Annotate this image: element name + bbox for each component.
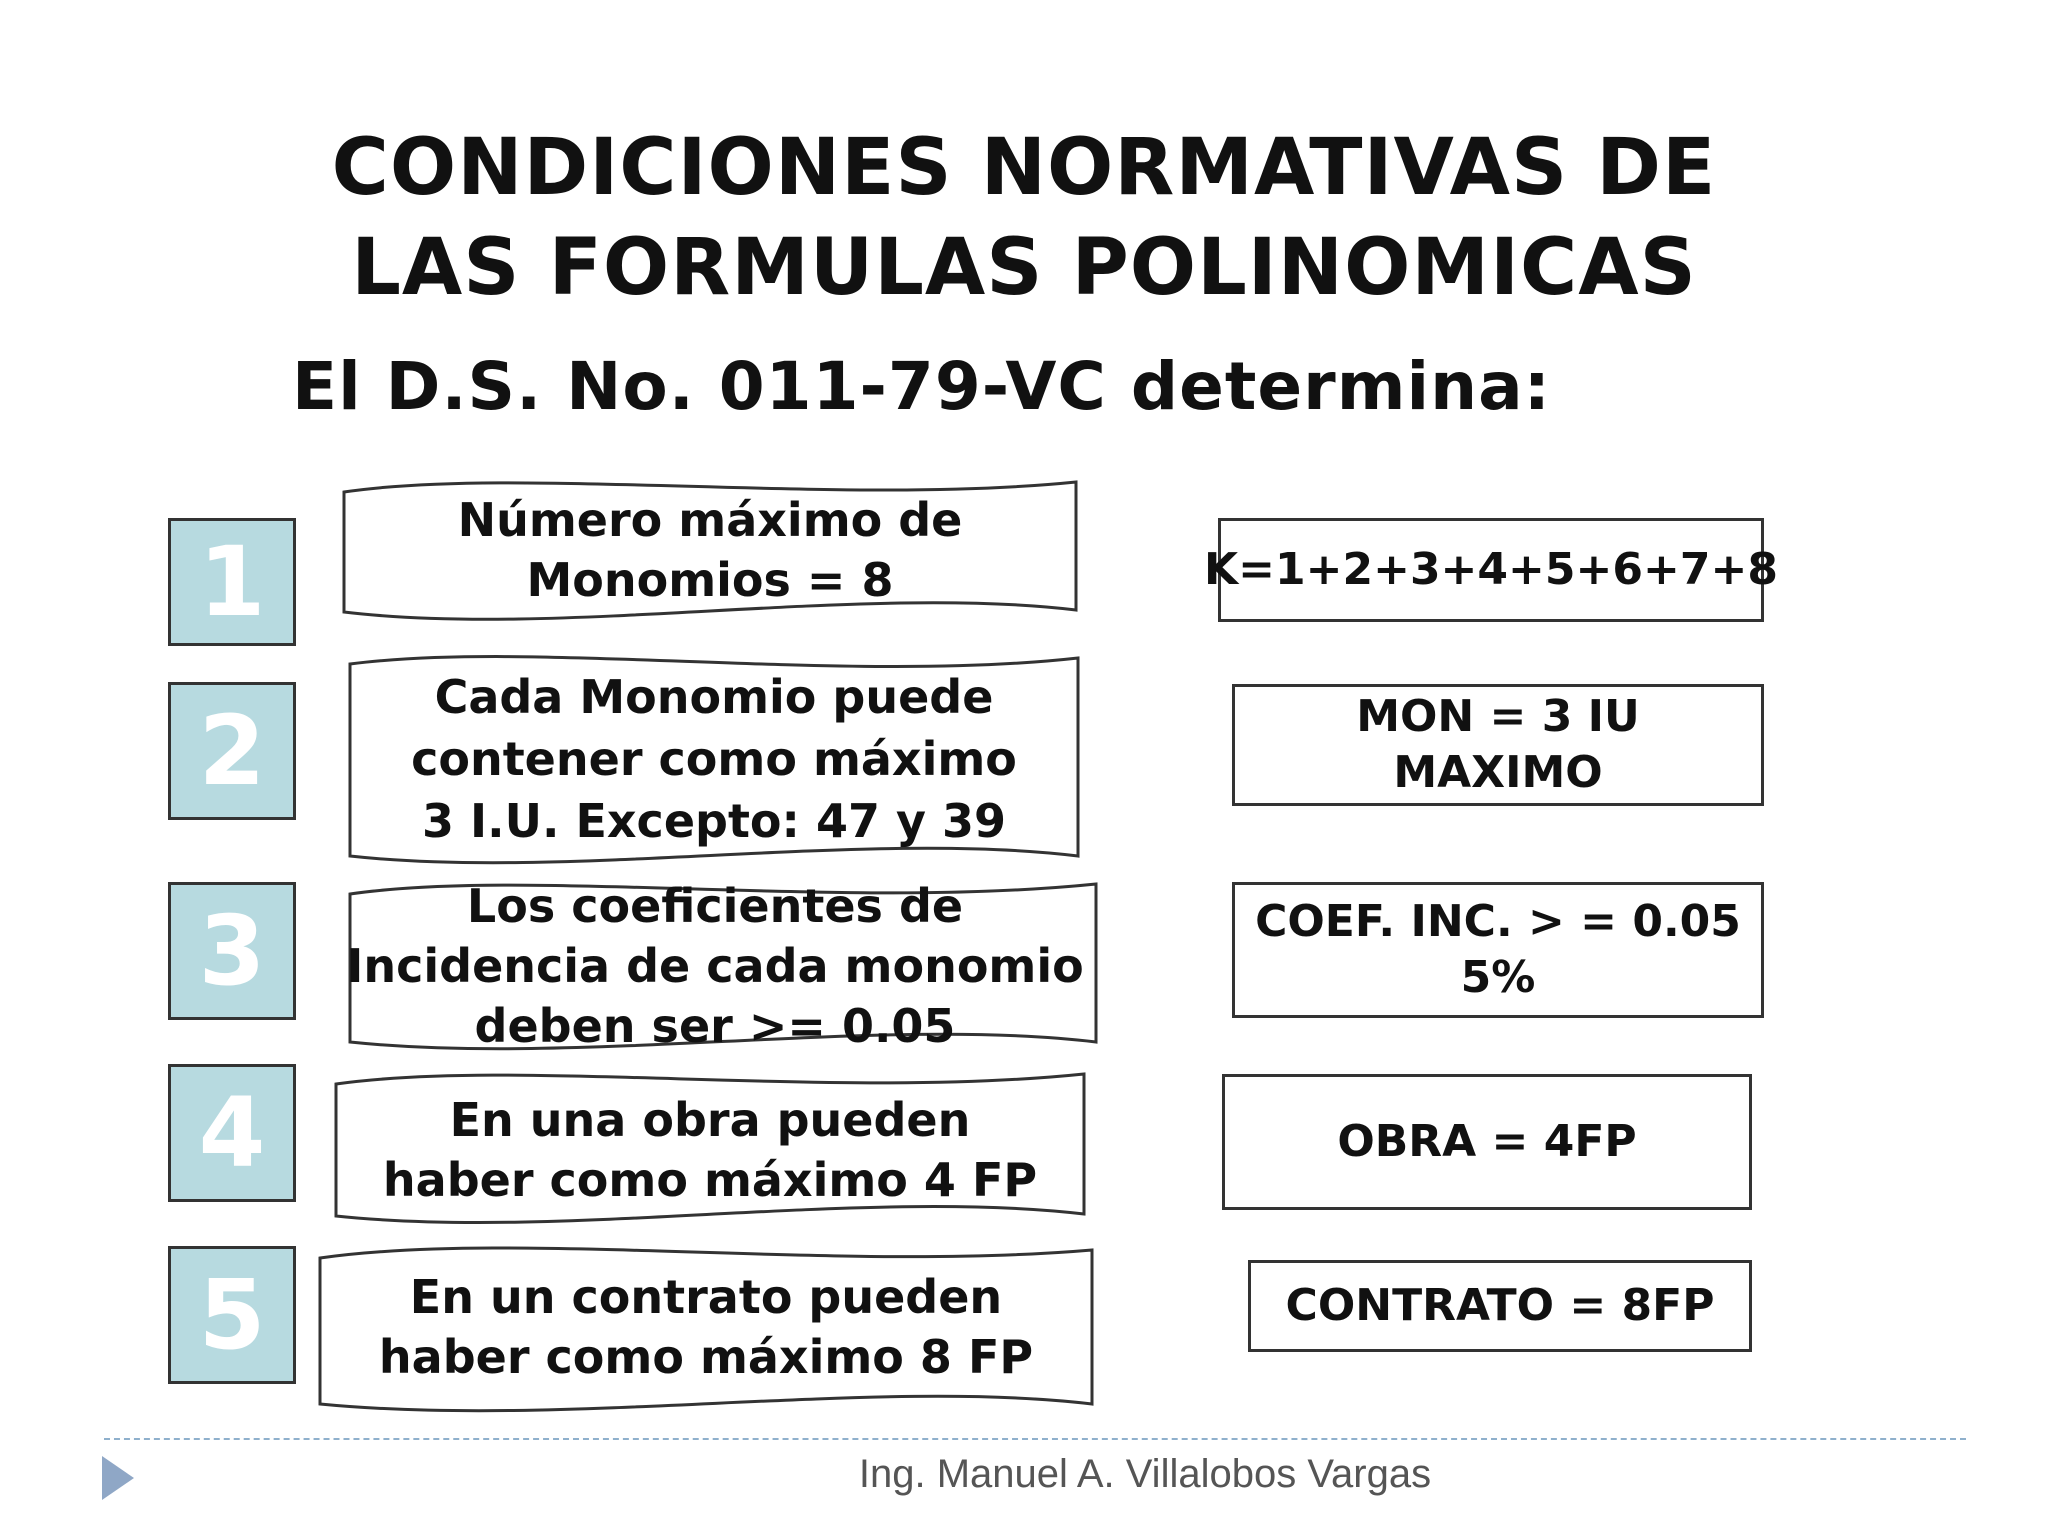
banner-5 [316,1232,1096,1422]
summary-box-2: MON = 3 IU MAXIMO [1232,684,1764,806]
banner-text-1: Número máximo de Monomios = 8 [457,493,963,607]
banner-text-4: En una obra pueden haber como máximo 4 FP [382,1093,1038,1207]
number-box-1: 1 [168,518,296,646]
footer-author: Ing. Manuel A. Villalobos Vargas [858,1452,1432,1496]
banner-text-3: Los coeficientes de Incidencia de cada monomio deben ser >= 0.05 [346,879,1084,1053]
slide-title: CONDICIONES NORMATIVAS DE LAS FORMULAS POLINOMICAS [331,123,1717,313]
number-box-3: 3 [168,882,296,1020]
number-box-2: 2 [168,682,296,820]
banner-4 [332,1060,1088,1240]
summary-box-3: COEF. INC. > = 0.05 5% [1232,882,1764,1018]
banner-2 [346,644,1082,874]
summary-box-4: OBRA = 4FP [1222,1074,1752,1210]
banner-text-5: En un contrato pueden haber como máximo 8 FP [378,1270,1034,1384]
banner-text-2: Cada Monomio puede contener como máximo 3 I.U. Excepto: 47 y 39 [411,670,1017,848]
summary-box-1: K=1+2+3+4+5+6+7+8 [1218,518,1764,622]
slide-subtitle: El D.S. No. 011-79-VC determina: [292,348,1552,425]
footer-divider [104,1438,1966,1440]
summary-box-5: CONTRATO = 8FP [1248,1260,1752,1352]
number-box-5: 5 [168,1246,296,1384]
number-box-4: 4 [168,1064,296,1202]
banner-3 [320,866,1110,1066]
banner-1 [340,470,1080,630]
